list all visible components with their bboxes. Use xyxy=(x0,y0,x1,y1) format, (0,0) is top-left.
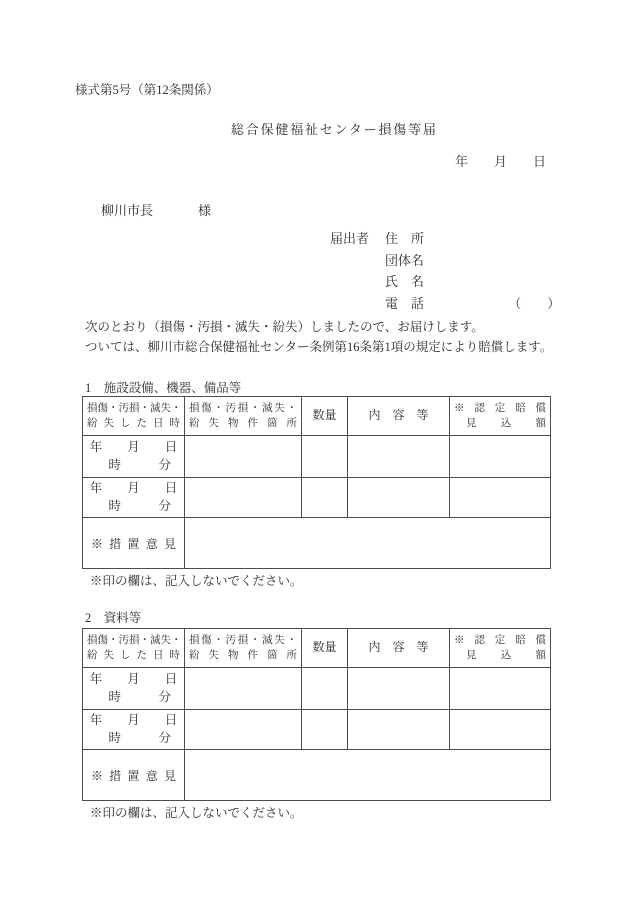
date-cell-line: 年 月 日 xyxy=(89,672,178,686)
date-cell-line: 年 月 日 xyxy=(89,713,178,727)
body-line-2: ついては、柳川市総合保健福祉センター条例第16条第1項の規定により賠償します。 xyxy=(85,340,553,354)
declarant-block xyxy=(330,228,560,314)
time-cell-line: 時 分 xyxy=(95,689,171,704)
empty-cell xyxy=(185,668,302,710)
col-header-assessed-compensation xyxy=(450,397,551,436)
phone-parentheses: （ ） xyxy=(508,295,561,311)
time-cell-line: 時 分 xyxy=(95,457,171,472)
section-2-title: 2 資料等 xyxy=(85,611,142,625)
table-1-note: ※印の欄は、記入しないでください。 xyxy=(90,574,303,588)
date-line: 年 月 日 xyxy=(455,154,547,169)
empty-cell xyxy=(185,478,302,518)
header-line: 紛失物件箇所 xyxy=(189,650,297,661)
table-2-note: ※印の欄は、記入しないでください。 xyxy=(90,806,303,820)
addressee-honorific: 様 xyxy=(198,203,212,218)
date-cell xyxy=(83,436,185,478)
entry-row-1 xyxy=(83,668,551,710)
measures-content-cell xyxy=(185,518,551,569)
declarant-field-phone xyxy=(385,293,560,315)
header-line: 内 容 等 xyxy=(368,408,429,423)
date-cell xyxy=(83,478,185,518)
header-line: 紛失した日時 xyxy=(87,418,180,429)
date-cell xyxy=(83,668,185,710)
header-line: ※認定賠償 xyxy=(454,402,546,414)
document-title: 総合保健福祉センター損傷等届 xyxy=(231,122,438,137)
header-line: 損傷・汚損・滅失・ xyxy=(189,402,297,414)
empty-cell xyxy=(348,668,450,710)
date-cell xyxy=(83,710,185,750)
empty-cell xyxy=(302,710,348,750)
addressee-name: 柳川市長 xyxy=(101,203,154,218)
col-header-details xyxy=(348,629,450,668)
empty-cell xyxy=(450,668,551,710)
empty-cell xyxy=(302,668,348,710)
header-line: 見込額 xyxy=(466,650,546,661)
col-header-quantity xyxy=(302,629,348,668)
date-cell-line: 年 月 日 xyxy=(89,440,178,454)
header-line: 数量 xyxy=(312,408,337,423)
header-line: 紛失物件箇所 xyxy=(189,418,297,429)
address-label: 住 所 xyxy=(385,231,425,246)
empty-cell xyxy=(348,710,450,750)
body-paragraph xyxy=(85,317,552,357)
phone-label: 電 話 xyxy=(385,295,425,311)
addressee-line xyxy=(101,200,211,219)
col-header-assessed-compensation xyxy=(450,629,551,668)
header-line: 内 容 等 xyxy=(368,640,429,655)
entry-row-2 xyxy=(83,710,551,750)
measures-row xyxy=(83,750,551,801)
empty-cell xyxy=(450,710,551,750)
empty-cell xyxy=(450,436,551,478)
col-header-damaged-item-location xyxy=(185,397,302,436)
empty-cell xyxy=(302,478,348,518)
time-cell-line: 時 分 xyxy=(95,498,171,513)
declarant-label: 届出者 xyxy=(330,231,370,246)
declarant-fields xyxy=(385,228,560,314)
col-header-details xyxy=(348,397,450,436)
time-cell-line: 時 分 xyxy=(95,730,171,745)
col-header-damage-datetime xyxy=(83,629,185,668)
measures-row xyxy=(83,518,551,569)
measures-label: ※措置意見 xyxy=(91,768,176,783)
table-header-row xyxy=(83,397,551,436)
header-line: 数量 xyxy=(312,640,337,655)
declarant-field-organization xyxy=(385,250,560,272)
measures-label-cell xyxy=(83,750,185,801)
empty-cell xyxy=(450,478,551,518)
section-1-title: 1 施設設備、機器、備品等 xyxy=(85,381,242,395)
organization-label: 団体名 xyxy=(385,252,425,268)
form-number: 様式第5号（第12条関係） xyxy=(75,83,219,97)
measures-label-cell xyxy=(83,518,185,569)
header-line: 損傷・汚損・滅失・ xyxy=(87,634,182,646)
materials-damage-table xyxy=(82,628,551,801)
col-header-damaged-item-location xyxy=(185,629,302,668)
header-line: 見込額 xyxy=(466,418,546,429)
body-line-1: 次のとおり（損傷・汚損・滅失・紛失）しましたので、お届けします。 xyxy=(85,320,484,334)
declarant-field-name xyxy=(385,271,560,293)
header-line: 損傷・汚損・滅失・ xyxy=(189,634,297,646)
header-line: 損傷・汚損・滅失・ xyxy=(87,402,182,414)
header-line: 紛失した日時 xyxy=(87,650,180,661)
empty-cell xyxy=(348,478,450,518)
entry-row-2 xyxy=(83,478,551,518)
empty-cell xyxy=(348,436,450,478)
facilities-damage-table xyxy=(82,396,551,569)
name-label: 氏 名 xyxy=(385,274,425,289)
declarant-field-address xyxy=(385,228,560,250)
entry-row-1 xyxy=(83,436,551,478)
date-cell-line: 年 月 日 xyxy=(89,481,178,495)
col-header-damage-datetime xyxy=(83,397,185,436)
table-header-row xyxy=(83,629,551,668)
empty-cell xyxy=(185,436,302,478)
col-header-quantity xyxy=(302,397,348,436)
measures-label: ※措置意見 xyxy=(91,536,176,551)
empty-cell xyxy=(185,710,302,750)
header-line: ※認定賠償 xyxy=(454,634,546,646)
measures-content-cell xyxy=(185,750,551,801)
empty-cell xyxy=(302,436,348,478)
